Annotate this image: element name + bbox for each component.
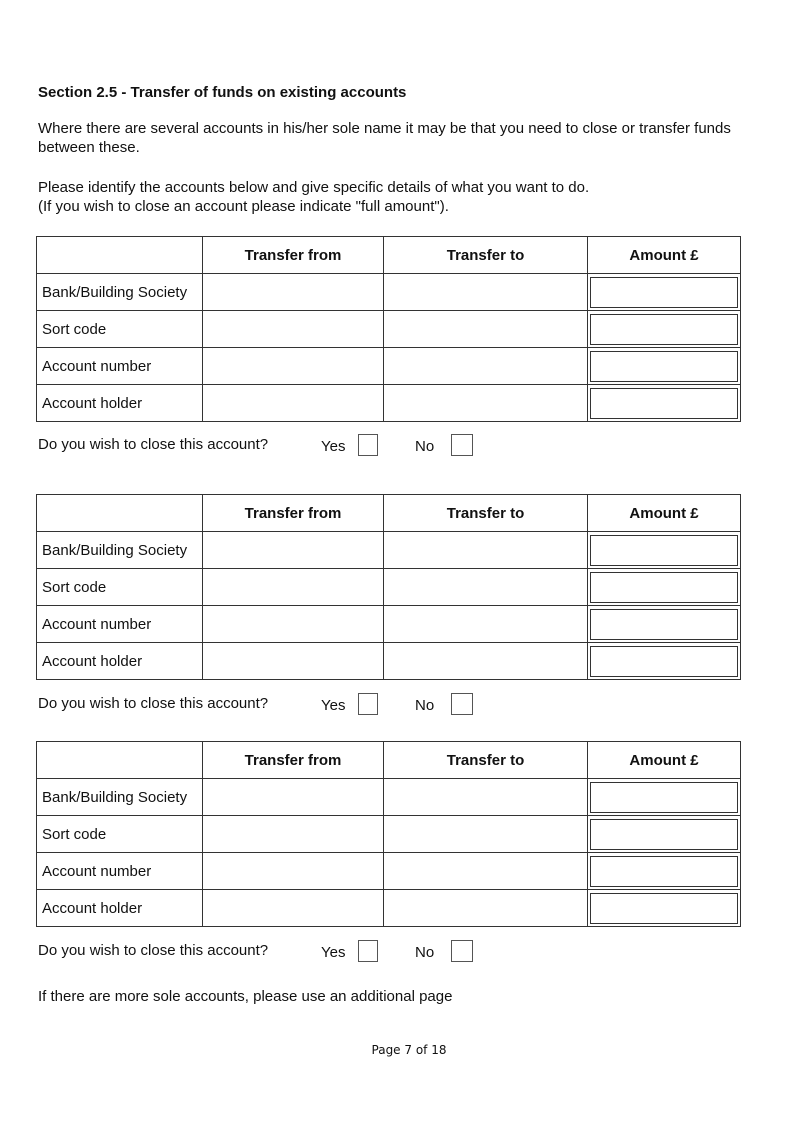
account-transfer-table-2 — [36, 494, 741, 680]
table-header-row — [37, 742, 741, 779]
table-row — [37, 779, 741, 816]
table-row — [37, 890, 741, 927]
amount-cell — [588, 348, 741, 385]
page-number: Page 7 of 18 — [371, 1043, 447, 1057]
transfer-to-bank-field[interactable] — [384, 532, 588, 569]
table-row — [37, 532, 741, 569]
amount-account-holder-field[interactable] — [590, 646, 738, 677]
table-header-row — [37, 237, 741, 274]
row-label-bank: Bank/Building Society — [37, 532, 203, 569]
table-row — [37, 274, 741, 311]
amount-bank-field[interactable] — [590, 535, 738, 566]
amount-cell — [588, 274, 741, 311]
amount-sort-code-field[interactable] — [590, 314, 738, 345]
amount-cell — [588, 606, 741, 643]
close-question-label: Do you wish to close this account? — [38, 436, 269, 453]
row-label-account-holder: Account holder — [37, 385, 203, 422]
header-blank — [37, 742, 203, 779]
amount-account-holder-field[interactable] — [590, 893, 738, 924]
header-transfer-from: Transfer from — [203, 495, 384, 532]
header-transfer-from: Transfer from — [203, 742, 384, 779]
amount-cell — [588, 311, 741, 348]
transfer-to-account-number-field[interactable] — [384, 606, 588, 643]
header-transfer-from: Transfer from — [203, 237, 384, 274]
header-transfer-to: Transfer to — [384, 742, 588, 779]
amount-bank-field[interactable] — [590, 782, 738, 813]
header-amount: Amount £ — [588, 495, 741, 532]
row-label-account-number: Account number — [37, 348, 203, 385]
row-label-account-number: Account number — [37, 853, 203, 890]
transfer-from-bank-field[interactable] — [203, 532, 384, 569]
table-row — [37, 853, 741, 890]
row-label-bank: Bank/Building Society — [37, 274, 203, 311]
transfer-from-account-number-field[interactable] — [203, 853, 384, 890]
amount-cell — [588, 890, 741, 927]
table-row — [37, 606, 741, 643]
instruction-line-1: Please identify the accounts below and give specific details of what you want to do. — [38, 179, 590, 196]
transfer-from-account-number-field[interactable] — [203, 348, 384, 385]
no-label: No — [415, 944, 435, 961]
header-amount: Amount £ — [588, 237, 741, 274]
table-row — [37, 311, 741, 348]
transfer-from-account-holder-field[interactable] — [203, 890, 384, 927]
yes-label: Yes — [321, 697, 346, 714]
transfer-to-bank-field[interactable] — [384, 274, 588, 311]
transfer-from-bank-field[interactable] — [203, 274, 384, 311]
transfer-from-sort-code-field[interactable] — [203, 569, 384, 606]
header-amount: Amount £ — [588, 742, 741, 779]
amount-bank-field[interactable] — [590, 277, 738, 308]
transfer-to-account-holder-field[interactable] — [384, 890, 588, 927]
amount-account-number-field[interactable] — [590, 609, 738, 640]
transfer-to-sort-code-field[interactable] — [384, 569, 588, 606]
amount-account-holder-field[interactable] — [590, 388, 738, 419]
close-question-label: Do you wish to close this account? — [38, 942, 269, 959]
transfer-from-account-number-field[interactable] — [203, 606, 384, 643]
amount-sort-code-field[interactable] — [590, 819, 738, 850]
close-account-question-1 — [38, 434, 498, 458]
table-row — [37, 569, 741, 606]
row-label-account-holder: Account holder — [37, 643, 203, 680]
no-checkbox[interactable] — [451, 693, 473, 715]
transfer-from-account-holder-field[interactable] — [203, 385, 384, 422]
transfer-to-bank-field[interactable] — [384, 779, 588, 816]
no-label: No — [415, 438, 435, 455]
table-row — [37, 643, 741, 680]
table-row — [37, 816, 741, 853]
row-label-sort-code: Sort code — [37, 816, 203, 853]
row-label-bank: Bank/Building Society — [37, 779, 203, 816]
amount-account-number-field[interactable] — [590, 856, 738, 887]
no-checkbox[interactable] — [451, 940, 473, 962]
close-account-question-3 — [38, 940, 498, 964]
amount-cell — [588, 569, 741, 606]
yes-label: Yes — [321, 944, 346, 961]
header-transfer-to: Transfer to — [384, 237, 588, 274]
transfer-from-bank-field[interactable] — [203, 779, 384, 816]
amount-cell — [588, 532, 741, 569]
table-header-row — [37, 495, 741, 532]
no-checkbox[interactable] — [451, 434, 473, 456]
section-title: Section 2.5 - Transfer of funds on existing accounts — [38, 84, 407, 101]
yes-checkbox[interactable] — [358, 693, 378, 715]
table-row — [37, 385, 741, 422]
yes-checkbox[interactable] — [358, 434, 378, 456]
close-account-question-2 — [38, 693, 498, 717]
row-label-account-holder: Account holder — [37, 890, 203, 927]
amount-sort-code-field[interactable] — [590, 572, 738, 603]
intro-text: Where there are several accounts in his/her sole name it may be that you need to close or transfer funds between these. — [38, 120, 731, 156]
additional-page-note: If there are more sole accounts, please use an additional page — [38, 988, 453, 1005]
row-label-account-number: Account number — [37, 606, 203, 643]
no-label: No — [415, 697, 435, 714]
transfer-to-account-number-field[interactable] — [384, 853, 588, 890]
close-question-label: Do you wish to close this account? — [38, 695, 269, 712]
amount-cell — [588, 643, 741, 680]
transfer-from-sort-code-field[interactable] — [203, 816, 384, 853]
instruction-text — [38, 178, 773, 216]
header-transfer-to: Transfer to — [384, 495, 588, 532]
amount-cell — [588, 385, 741, 422]
table-row — [37, 348, 741, 385]
amount-cell — [588, 779, 741, 816]
instruction-line-2: (If you wish to close an account please indicate "full amount"). — [38, 198, 449, 215]
transfer-to-account-holder-field[interactable] — [384, 643, 588, 680]
transfer-to-account-holder-field[interactable] — [384, 385, 588, 422]
transfer-from-sort-code-field[interactable] — [203, 311, 384, 348]
amount-cell — [588, 853, 741, 890]
transfer-to-account-number-field[interactable] — [384, 348, 588, 385]
header-blank — [37, 237, 203, 274]
header-blank — [37, 495, 203, 532]
row-label-sort-code: Sort code — [37, 311, 203, 348]
yes-checkbox[interactable] — [358, 940, 378, 962]
yes-label: Yes — [321, 438, 346, 455]
transfer-from-account-holder-field[interactable] — [203, 643, 384, 680]
transfer-to-sort-code-field[interactable] — [384, 816, 588, 853]
amount-account-number-field[interactable] — [590, 351, 738, 382]
row-label-sort-code: Sort code — [37, 569, 203, 606]
account-transfer-table-3 — [36, 741, 741, 927]
amount-cell — [588, 816, 741, 853]
transfer-to-sort-code-field[interactable] — [384, 311, 588, 348]
account-transfer-table-1 — [36, 236, 741, 422]
